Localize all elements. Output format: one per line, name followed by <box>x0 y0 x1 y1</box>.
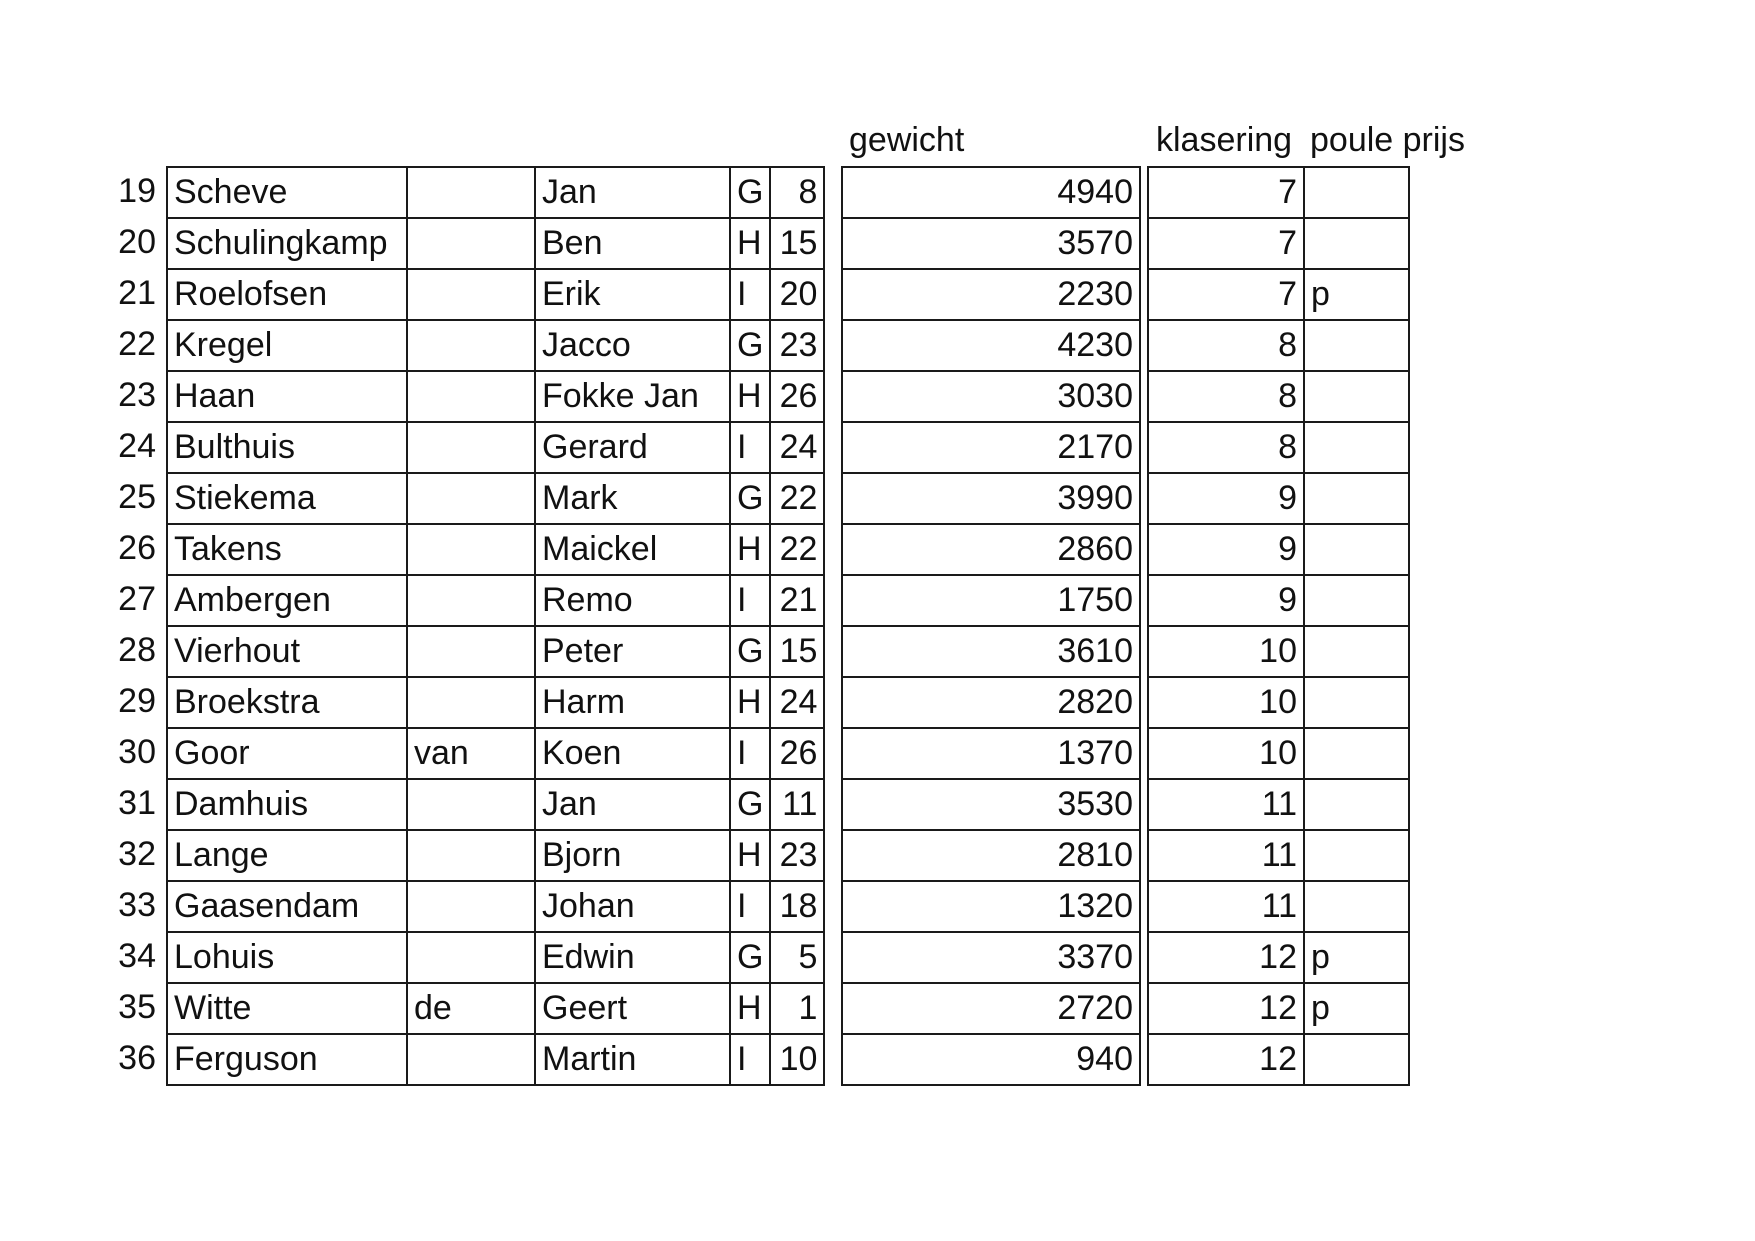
cell-voornaam[interactable]: Edwin <box>535 932 730 983</box>
table-row <box>842 218 1140 269</box>
cell-klasering[interactable]: 7 <box>1148 167 1304 218</box>
cell-klasering[interactable]: 11 <box>1148 830 1304 881</box>
row-number: 20 <box>118 223 156 261</box>
cell-achternaam[interactable]: Roelofsen <box>167 269 407 320</box>
cell-poule-prijs[interactable] <box>1304 167 1409 218</box>
table-row <box>167 932 824 983</box>
weight-table <box>841 166 1141 1086</box>
cell-poule-prijs[interactable]: p <box>1304 932 1409 983</box>
cell-plek[interactable]: 8 <box>770 167 824 218</box>
table-row <box>842 167 1140 218</box>
table-row <box>842 830 1140 881</box>
cell-voornaam[interactable]: Gerard <box>535 422 730 473</box>
row-number: 22 <box>118 325 156 363</box>
cell-achternaam[interactable]: Kregel <box>167 320 407 371</box>
table-row <box>1148 1034 1409 1085</box>
table-row <box>842 1034 1140 1085</box>
cell-achternaam[interactable]: Goor <box>167 728 407 779</box>
cell-tussenvoegsel[interactable] <box>407 1034 535 1085</box>
cell-poule-prijs[interactable]: p <box>1304 983 1409 1034</box>
row-numbers <box>100 166 158 1084</box>
cell-plek[interactable]: 23 <box>770 320 824 371</box>
cell-poule-prijs[interactable] <box>1304 575 1409 626</box>
cell-poule-prijs[interactable] <box>1304 881 1409 932</box>
row-number: 25 <box>118 478 156 516</box>
table-row <box>1148 728 1409 779</box>
cell-tussenvoegsel[interactable]: de <box>407 983 535 1034</box>
cell-poule-prijs[interactable] <box>1304 626 1409 677</box>
cell-klasering[interactable]: 9 <box>1148 575 1304 626</box>
cell-achternaam[interactable]: Lohuis <box>167 932 407 983</box>
cell-achternaam[interactable]: Ambergen <box>167 575 407 626</box>
cell-plek[interactable]: 10 <box>770 1034 824 1085</box>
table-row <box>1148 677 1409 728</box>
cell-gewicht[interactable]: 4940 <box>842 167 1140 218</box>
table-row <box>167 167 824 218</box>
cell-voornaam[interactable]: Jan <box>535 779 730 830</box>
table-row <box>842 269 1140 320</box>
cell-klasering[interactable]: 8 <box>1148 320 1304 371</box>
cell-klasering[interactable]: 12 <box>1148 932 1304 983</box>
cell-vak[interactable]: I <box>730 269 770 320</box>
cell-gewicht[interactable]: 3530 <box>842 779 1140 830</box>
table-row <box>167 728 824 779</box>
cell-plek[interactable]: 21 <box>770 575 824 626</box>
cell-gewicht[interactable]: 2230 <box>842 269 1140 320</box>
table-row <box>1148 269 1409 320</box>
cell-vak[interactable]: H <box>730 677 770 728</box>
cell-klasering[interactable]: 12 <box>1148 1034 1304 1085</box>
cell-plek[interactable]: 23 <box>770 830 824 881</box>
cell-vak[interactable]: H <box>730 524 770 575</box>
cell-tussenvoegsel[interactable] <box>407 779 535 830</box>
cell-voornaam[interactable]: Mark <box>535 473 730 524</box>
cell-plek[interactable]: 15 <box>770 218 824 269</box>
cell-gewicht[interactable]: 2820 <box>842 677 1140 728</box>
table-row <box>1148 218 1409 269</box>
table-row <box>167 269 824 320</box>
table-row <box>842 575 1140 626</box>
row-number: 32 <box>118 835 156 873</box>
cell-klasering[interactable]: 8 <box>1148 371 1304 422</box>
cell-vak[interactable]: I <box>730 728 770 779</box>
cell-gewicht[interactable]: 4230 <box>842 320 1140 371</box>
cell-plek[interactable]: 1 <box>770 983 824 1034</box>
cell-poule-prijs[interactable] <box>1304 473 1409 524</box>
cell-gewicht[interactable]: 2720 <box>842 983 1140 1034</box>
row-number: 30 <box>118 733 156 771</box>
cell-tussenvoegsel[interactable] <box>407 371 535 422</box>
cell-gewicht[interactable]: 3570 <box>842 218 1140 269</box>
table-row <box>167 524 824 575</box>
table-row <box>167 1034 824 1085</box>
cell-voornaam[interactable]: Martin <box>535 1034 730 1085</box>
table-row <box>842 677 1140 728</box>
table-row <box>167 473 824 524</box>
table-row <box>1148 473 1409 524</box>
table-row <box>842 626 1140 677</box>
row-number: 29 <box>118 682 156 720</box>
header-gewicht: gewicht <box>849 121 965 159</box>
cell-voornaam[interactable]: Peter <box>535 626 730 677</box>
cell-plek[interactable]: 24 <box>770 677 824 728</box>
table-row <box>167 881 824 932</box>
cell-achternaam[interactable]: Scheve <box>167 167 407 218</box>
cell-klasering[interactable]: 11 <box>1148 779 1304 830</box>
cell-plek[interactable]: 22 <box>770 473 824 524</box>
table-row <box>1148 422 1409 473</box>
table-row <box>1148 881 1409 932</box>
cell-klasering[interactable]: 7 <box>1148 218 1304 269</box>
table-row <box>1148 524 1409 575</box>
table-row <box>1148 779 1409 830</box>
cell-tussenvoegsel[interactable] <box>407 218 535 269</box>
cell-plek[interactable]: 26 <box>770 728 824 779</box>
table-row <box>167 575 824 626</box>
cell-vak[interactable]: I <box>730 1034 770 1085</box>
cell-klasering[interactable]: 10 <box>1148 728 1304 779</box>
cell-poule-prijs[interactable] <box>1304 1034 1409 1085</box>
cell-tussenvoegsel[interactable] <box>407 881 535 932</box>
participants-table <box>166 166 825 1086</box>
cell-poule-prijs[interactable]: p <box>1304 269 1409 320</box>
cell-achternaam[interactable]: Ferguson <box>167 1034 407 1085</box>
table-row <box>1148 626 1409 677</box>
cell-plek[interactable]: 5 <box>770 932 824 983</box>
cell-gewicht[interactable]: 940 <box>842 1034 1140 1085</box>
cell-achternaam[interactable]: Bulthuis <box>167 422 407 473</box>
table-row <box>1148 830 1409 881</box>
table-row <box>1148 575 1409 626</box>
cell-gewicht[interactable]: 1370 <box>842 728 1140 779</box>
cell-klasering[interactable]: 8 <box>1148 422 1304 473</box>
cell-plek[interactable]: 24 <box>770 422 824 473</box>
table-row <box>842 728 1140 779</box>
cell-gewicht[interactable]: 2170 <box>842 422 1140 473</box>
row-number: 28 <box>118 631 156 669</box>
cell-voornaam[interactable]: Koen <box>535 728 730 779</box>
cell-gewicht[interactable]: 2810 <box>842 830 1140 881</box>
cell-gewicht[interactable]: 1320 <box>842 881 1140 932</box>
cell-voornaam[interactable]: Jacco <box>535 320 730 371</box>
row-number: 36 <box>118 1039 156 1077</box>
table-row <box>1148 167 1409 218</box>
cell-achternaam[interactable]: Gaasendam <box>167 881 407 932</box>
cell-achternaam[interactable]: Broekstra <box>167 677 407 728</box>
cell-voornaam[interactable]: Bjorn <box>535 830 730 881</box>
cell-klasering[interactable]: 12 <box>1148 983 1304 1034</box>
table-row <box>1148 932 1409 983</box>
table-row <box>167 677 824 728</box>
table-row <box>167 218 824 269</box>
cell-vak[interactable]: G <box>730 320 770 371</box>
cell-klasering[interactable]: 10 <box>1148 626 1304 677</box>
row-number: 24 <box>118 427 156 465</box>
cell-vak[interactable]: I <box>730 575 770 626</box>
cell-poule-prijs[interactable] <box>1304 524 1409 575</box>
row-number: 31 <box>118 784 156 822</box>
row-number: 26 <box>118 529 156 567</box>
cell-poule-prijs[interactable] <box>1304 218 1409 269</box>
table-row <box>167 830 824 881</box>
cell-gewicht[interactable]: 3030 <box>842 371 1140 422</box>
cell-plek[interactable]: 11 <box>770 779 824 830</box>
cell-vak[interactable]: I <box>730 422 770 473</box>
cell-plek[interactable]: 15 <box>770 626 824 677</box>
cell-plek[interactable]: 22 <box>770 524 824 575</box>
header-poule-prijs: poule prijs <box>1310 121 1465 159</box>
cell-gewicht[interactable]: 1750 <box>842 575 1140 626</box>
cell-gewicht[interactable]: 2860 <box>842 524 1140 575</box>
cell-klasering[interactable]: 11 <box>1148 881 1304 932</box>
row-number: 35 <box>118 988 156 1026</box>
table-row <box>842 320 1140 371</box>
cell-vak[interactable]: G <box>730 167 770 218</box>
cell-plek[interactable]: 26 <box>770 371 824 422</box>
table-row <box>842 779 1140 830</box>
cell-klasering[interactable]: 9 <box>1148 524 1304 575</box>
cell-vak[interactable]: G <box>730 626 770 677</box>
cell-vak[interactable]: G <box>730 473 770 524</box>
row-number: 33 <box>118 886 156 924</box>
cell-tussenvoegsel[interactable] <box>407 830 535 881</box>
table-row <box>167 320 824 371</box>
table-row <box>842 881 1140 932</box>
cell-achternaam[interactable]: Damhuis <box>167 779 407 830</box>
cell-tussenvoegsel[interactable]: van <box>407 728 535 779</box>
ranking-table <box>1147 166 1410 1086</box>
cell-tussenvoegsel[interactable] <box>407 524 535 575</box>
table-row <box>167 779 824 830</box>
cell-voornaam[interactable]: Harm <box>535 677 730 728</box>
cell-poule-prijs[interactable] <box>1304 677 1409 728</box>
cell-poule-prijs[interactable] <box>1304 371 1409 422</box>
cell-achternaam[interactable]: Witte <box>167 983 407 1034</box>
cell-gewicht[interactable]: 3610 <box>842 626 1140 677</box>
cell-poule-prijs[interactable] <box>1304 320 1409 371</box>
table-row <box>167 422 824 473</box>
row-number: 34 <box>118 937 156 975</box>
table-row <box>1148 371 1409 422</box>
table-row <box>842 932 1140 983</box>
cell-voornaam[interactable]: Geert <box>535 983 730 1034</box>
cell-tussenvoegsel[interactable] <box>407 473 535 524</box>
table-row <box>167 371 824 422</box>
cell-achternaam[interactable]: Schulingkamp <box>167 218 407 269</box>
row-number: 21 <box>118 274 156 312</box>
table-row <box>842 983 1140 1034</box>
cell-poule-prijs[interactable] <box>1304 779 1409 830</box>
cell-voornaam[interactable]: Ben <box>535 218 730 269</box>
cell-klasering[interactable]: 7 <box>1148 269 1304 320</box>
cell-voornaam[interactable]: Maickel <box>535 524 730 575</box>
row-number: 27 <box>118 580 156 618</box>
table-row <box>842 371 1140 422</box>
cell-voornaam[interactable]: Jan <box>535 167 730 218</box>
cell-tussenvoegsel[interactable] <box>407 932 535 983</box>
cell-voornaam[interactable]: Johan <box>535 881 730 932</box>
cell-vak[interactable]: H <box>730 830 770 881</box>
cell-poule-prijs[interactable] <box>1304 830 1409 881</box>
table-row <box>842 473 1140 524</box>
cell-gewicht[interactable]: 3370 <box>842 932 1140 983</box>
cell-tussenvoegsel[interactable] <box>407 167 535 218</box>
row-number: 23 <box>118 376 156 414</box>
cell-tussenvoegsel[interactable] <box>407 269 535 320</box>
cell-voornaam[interactable]: Fokke Jan <box>535 371 730 422</box>
cell-plek[interactable]: 18 <box>770 881 824 932</box>
cell-klasering[interactable]: 10 <box>1148 677 1304 728</box>
cell-voornaam[interactable]: Remo <box>535 575 730 626</box>
cell-plek[interactable]: 20 <box>770 269 824 320</box>
cell-tussenvoegsel[interactable] <box>407 677 535 728</box>
table-row <box>167 983 824 1034</box>
cell-gewicht[interactable]: 3990 <box>842 473 1140 524</box>
cell-poule-prijs[interactable] <box>1304 728 1409 779</box>
cell-achternaam[interactable]: Takens <box>167 524 407 575</box>
cell-achternaam[interactable]: Lange <box>167 830 407 881</box>
cell-vak[interactable]: H <box>730 983 770 1034</box>
cell-tussenvoegsel[interactable] <box>407 320 535 371</box>
table-row <box>1148 320 1409 371</box>
cell-vak[interactable]: G <box>730 932 770 983</box>
cell-tussenvoegsel[interactable] <box>407 422 535 473</box>
row-number: 19 <box>118 172 156 210</box>
cell-voornaam[interactable]: Erik <box>535 269 730 320</box>
cell-achternaam[interactable]: Stiekema <box>167 473 407 524</box>
table-row <box>167 626 824 677</box>
cell-vak[interactable]: H <box>730 218 770 269</box>
table-row <box>842 524 1140 575</box>
cell-tussenvoegsel[interactable] <box>407 575 535 626</box>
cell-achternaam[interactable]: Haan <box>167 371 407 422</box>
cell-vak[interactable]: G <box>730 779 770 830</box>
cell-vak[interactable]: I <box>730 881 770 932</box>
cell-achternaam[interactable]: Vierhout <box>167 626 407 677</box>
table-row <box>1148 983 1409 1034</box>
cell-vak[interactable]: H <box>730 371 770 422</box>
header-klasering: klasering <box>1156 121 1293 159</box>
cell-tussenvoegsel[interactable] <box>407 626 535 677</box>
cell-poule-prijs[interactable] <box>1304 422 1409 473</box>
cell-klasering[interactable]: 9 <box>1148 473 1304 524</box>
table-row <box>842 422 1140 473</box>
